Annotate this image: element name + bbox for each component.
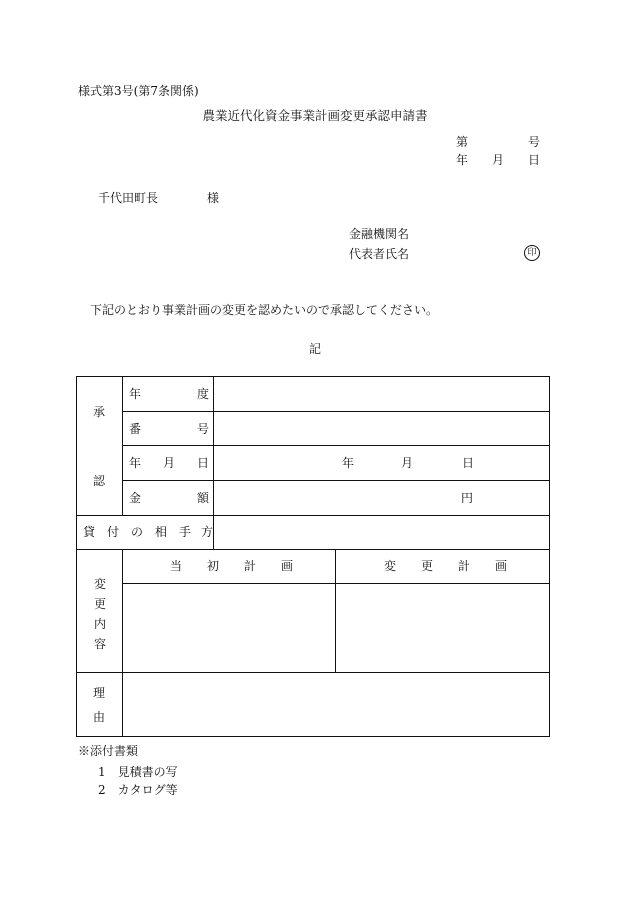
col-divider — [122, 549, 123, 736]
doc-number-dai: 第 — [456, 135, 469, 149]
original-plan-4: 画 — [281, 559, 294, 573]
row-divider — [122, 480, 549, 481]
borrower-label-2: 付 — [107, 525, 120, 539]
col-divider — [122, 377, 123, 515]
borrower-label-5: 手 — [179, 525, 192, 539]
col-divider — [213, 377, 214, 549]
attachment-item: 2 カタログ等 — [98, 783, 178, 797]
changed-plan-4: 画 — [495, 559, 508, 573]
fiscal-year-label-2: 度 — [197, 387, 210, 401]
number-label-2: 号 — [197, 422, 210, 436]
financial-institution-label: 金融機関名 — [349, 227, 410, 241]
number-label-1: 番 — [129, 422, 142, 436]
approval-label-1: 承 — [93, 405, 106, 419]
borrower-label-3: の — [131, 525, 144, 539]
seal-mark-icon: 印 — [524, 245, 540, 261]
col-divider — [335, 549, 336, 672]
attachment-item: 1 見積書の写 — [98, 765, 178, 779]
date-value-day: 日 — [462, 456, 475, 470]
yen-unit: 円 — [461, 491, 474, 505]
borrower-label-4: 相 — [155, 525, 168, 539]
reason-label-2: 由 — [93, 710, 106, 724]
change-content-label: 変更内容 — [93, 577, 106, 651]
page-title: 農業近代化資金事業計画変更承認申請書 — [202, 108, 428, 123]
form-label: 様式第3号(第7条関係) — [78, 84, 199, 98]
original-plan-3: 計 — [244, 559, 257, 573]
amount-label-2: 額 — [197, 491, 210, 505]
row-divider — [122, 411, 549, 412]
original-plan-2: 初 — [207, 559, 220, 573]
original-plan-1: 当 — [170, 559, 183, 573]
row-divider — [77, 515, 549, 516]
date-year-label: 年 — [456, 153, 469, 167]
ymd-label-3: 日 — [197, 456, 210, 470]
amount-label-1: 金 — [129, 491, 142, 505]
changed-plan-3: 計 — [458, 559, 471, 573]
date-value-year: 年 — [342, 456, 355, 470]
borrower-label-1: 貸 — [83, 525, 96, 539]
date-month-label: 月 — [492, 153, 505, 167]
row-divider — [77, 549, 549, 550]
application-form-table — [76, 376, 550, 737]
representative-name-label: 代表者氏名 — [349, 247, 410, 261]
request-text: 下記のとおり事業計画の変更を認めたいので承認してください。 — [90, 303, 439, 317]
ymd-label-2: 月 — [163, 456, 176, 470]
approval-label-2: 認 — [93, 474, 106, 488]
changed-plan-2: 更 — [421, 559, 434, 573]
recipient-name: 千代田町長 — [98, 191, 159, 205]
date-day-label: 日 — [528, 153, 541, 167]
ymd-label-1: 年 — [129, 456, 142, 470]
fiscal-year-label-1: 年 — [129, 387, 142, 401]
recipient-honorific: 様 — [207, 191, 220, 205]
row-divider — [122, 445, 549, 446]
changed-plan-1: 変 — [384, 559, 397, 573]
row-divider — [77, 672, 549, 673]
date-value-month: 月 — [401, 456, 414, 470]
reason-label-1: 理 — [93, 686, 106, 700]
borrower-label-6: 方 — [201, 525, 214, 539]
ki-heading: 記 — [308, 342, 321, 356]
doc-number-go: 号 — [528, 135, 541, 149]
attachments-title: ※添付書類 — [78, 744, 139, 758]
